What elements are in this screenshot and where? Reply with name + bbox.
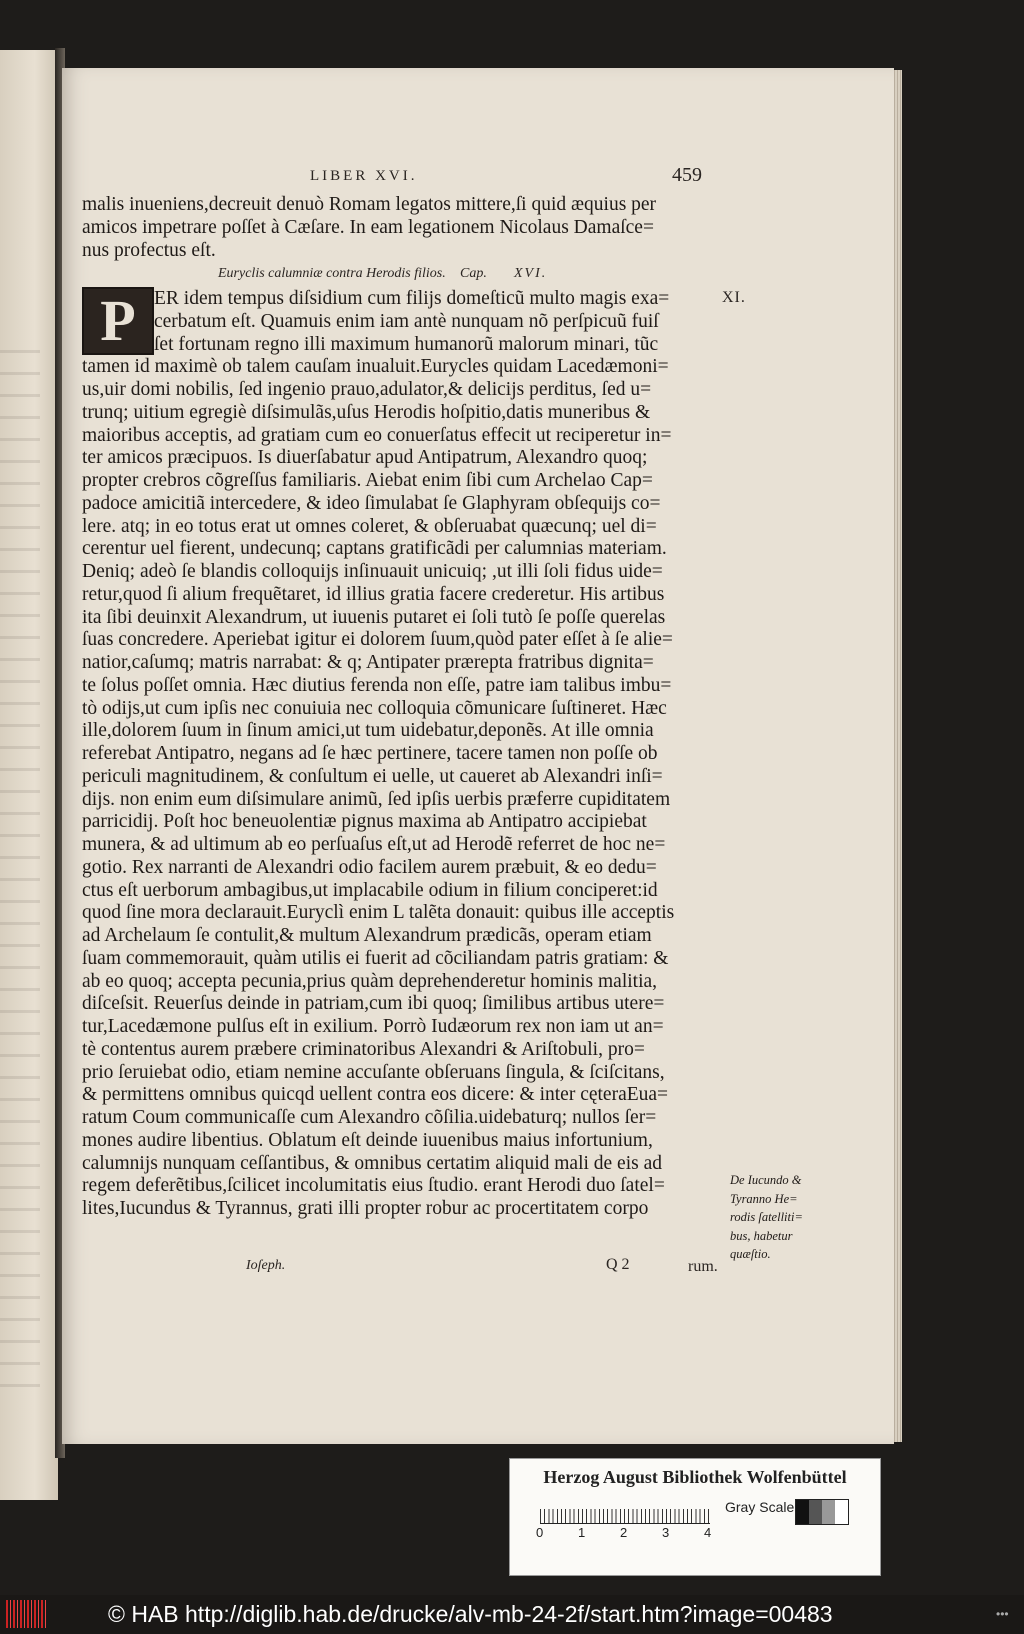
text-line: ratum Coum communicaſſe cum Alexandro cõſilia.uidebaturq; nullos ſer=	[82, 1107, 657, 1128]
scale-number: 1	[578, 1525, 586, 1540]
drop-cap-initial: P	[82, 287, 154, 355]
scale-ruler	[540, 1495, 710, 1524]
catchword: rum.	[688, 1258, 718, 1275]
chapter-cap-label: Cap.	[460, 266, 487, 281]
text-line: ſet fortunam regno illi maximum humanorũ malorum minari, tũc	[154, 333, 659, 355]
text-line: amicos impetrare poſſet à Cæſare. In eam legationem Nicolaus Damaſce=	[82, 217, 654, 238]
text-line: tè contentus aurem præbere criminatoribus Alexandri & Ariſtobuli, pro=	[82, 1038, 645, 1060]
running-title: LIBER XVI.	[310, 168, 418, 184]
text-line: nus profectus eſt.	[82, 240, 216, 261]
chapter-title: Euryclis calumniæ contra Herodis filios.	[218, 266, 446, 281]
text-line: & permittens omnibus quicqd uellent contra eos dicere: & inter cęteraEua=	[82, 1084, 669, 1106]
text-line: gotio. Rex narranti de Alexandri odio facilem aurem præbuit, & eo dedu=	[82, 856, 657, 878]
gray-swatch	[835, 1500, 848, 1524]
text-line: regem deferẽtibus,ſcilicet incolumitatis eius ſtudio. erant Herodi duo ſatel=	[82, 1175, 665, 1197]
page-number: 459	[672, 164, 702, 186]
gray-swatch	[809, 1500, 822, 1524]
text-line: cerentur uel fierent, undecunq; captans gratificãdi per calumnias materiam.	[82, 538, 667, 560]
text-line: calumnijs nunquam ceſſantibus, & omnibus certatim aliquid mali de eis ad	[82, 1152, 663, 1174]
text-line: tur,Lacedæmone pulſus eſt in exilium. Porrò Iudæorum rex non iam ut an=	[82, 1016, 664, 1037]
previous-page-text-bleed	[0, 350, 40, 1400]
scale-number: 0	[536, 1525, 544, 1540]
text-line: retur,quod ſi alium frequẽtaret, id illius gratia facere crederetur. His artibus	[82, 583, 665, 605]
text-line: ille,dolorem ſuum in ſinum amici,ut tum uidebatur,deponẽs. At ille omnia	[82, 720, 654, 742]
text-line: referebat Antipatro, negans ad ſe hæc pertinere, tacere tamen non poſſe ob	[82, 743, 658, 764]
chapter-number: XVI.	[514, 266, 548, 281]
text-line: quod ſine mora declarauit.Euryclì enim L talẽta donauit: quibus ille acceptis	[82, 902, 675, 924]
text-line: te ſolus poſſet omnia. Hæc diutius ferenda non eſſe, patre iam talibus imbu=	[82, 674, 672, 696]
previous-page-edge	[0, 50, 58, 1500]
text-line: parricidij. Poſt hoc beneuolentiæ pignus maxima ab Antipatro accipiebat	[82, 811, 647, 833]
text-line: us,uir domi nobilis, ſed ingenio prauo,adulator,& delicijs perditus, ſed u=	[82, 379, 652, 400]
margin-section-number: XI.	[722, 289, 746, 306]
text-line: ad Archelaum ſe contulit,& multum Alexandrum prædicãs, operam etiam	[82, 925, 652, 946]
text-line: munera, & ad ultimum ab eo perſuaſus eſt,ut ad Herodẽ referret de hoc ne=	[82, 834, 666, 855]
copyright-url[interactable]: © HAB http://diglib.hab.de/drucke/alv-mb-24-2f/start.htm?image=00483	[108, 1601, 833, 1627]
gray-swatch	[822, 1500, 835, 1524]
text-line: ita ſibi deuinxit Alexandrum, ut iuuenis putaret ei ſoli tutò ſe poſſe querelas	[82, 606, 666, 628]
viewer-footer	[0, 1595, 1024, 1634]
gray-scale-label: Gray Scale	[725, 1499, 795, 1515]
text-line: ctus eſt uerborum ambagibus,ut implacabile odium in filium conciperet:id	[82, 879, 658, 901]
text-line: tamen id maximè ob talem cauſam inualuit.Eurycles quidam Lacedæmoni=	[82, 356, 669, 378]
gray-scale-bar	[795, 1499, 849, 1525]
text-line: tò odijs,ut cum ipſis nec conuiuia nec colloquia cõmunicare ſuſtineret. Hæc	[82, 697, 667, 719]
text-line: ER idem tempus diſsidium cum filijs domeſticũ multo magis exa=	[154, 288, 670, 309]
text-line: malis inueniens,decreuit denuò Romam legatos mittere,ſi quid æquius per	[82, 194, 657, 215]
text-line: ſuas concredere. Aperiebat igitur ei dolorem ſuum,quòd pater eſſet à ſe alie=	[82, 629, 673, 651]
text-line: ſuam commemorauit, quàm utilis ei fuerit ad cõciliandam patris gratiam: &	[82, 947, 669, 969]
text-line: natior,caſumq; matris narrabat: & q; Antipater prærepta fratribus dignita=	[82, 652, 654, 673]
text-line: trunq; uitium egregiè diſsimulãs,uſus Herodis hoſpitio,datis muneribus &	[82, 401, 651, 423]
text-line: ab eo quoq; accepta pecunia,prius quàm deprehenderetur hominis malitia,	[82, 970, 658, 992]
text-line: padoce amicitiã intercedere, & ideo ſimulabat ſe Glaphyram obſequijs co=	[82, 492, 661, 514]
ellipsis-icon[interactable]: •••	[996, 1607, 1009, 1621]
text-line: lites,Iucundus & Tyrannus, grati illi propter robur ac procertitatem corpo	[82, 1198, 649, 1219]
gray-swatch	[796, 1500, 809, 1524]
text-line: maioribus acceptis, ad gratiam cum eo conuerſatus effecit ut reciperetur in=	[82, 424, 672, 446]
marginal-note: De Iucundo & Tyranno He= rodis ſatelliti= bus, habetur quæſtio.	[730, 1173, 803, 1261]
signature-note: Ioſeph.	[246, 1258, 286, 1273]
text-line: periculi magnitudinem, & conſultum ei uelle, ut caueret ab Alexandri inſi=	[82, 765, 663, 787]
text-line: ter amicos præcipuos. Is diuerſabatur apud Antipatrum, Alexandro quoq;	[82, 447, 648, 469]
text-line: diſceſsit. Reuerſus deinde in patriam,cum ibi quoq; ſimilibus artibus utere=	[82, 993, 665, 1015]
text-line: mones audire libentius. Oblatum eſt deinde iuuenibus maius infortunium,	[82, 1129, 653, 1151]
text-line: cerbatum eſt. Quamuis enim iam antè nunquam nõ perſpicuũ fuiſ	[154, 310, 659, 332]
text-line: prio ſeruiebat odio, etiam nemine accuſante obſeruans ſingula, & ſciſcitans,	[82, 1061, 665, 1083]
text-line: dijs. non enim eum diſsimulare animũ, ſed ipſis uerbis præferre cupiditatem	[82, 788, 671, 810]
text-line: propter crebros cõgreſſus familiaris. Aiebat enim ſibi cum Archelao Cap=	[82, 470, 653, 491]
text-line: Deniq; adeò ſe blandis colloquijs inſinuauit unicuiq; ,ut illi ſoli fidus uide=	[82, 561, 663, 582]
scale-number: 4	[704, 1525, 712, 1540]
hab-logo-icon[interactable]	[6, 1600, 46, 1628]
library-color-card	[509, 1458, 881, 1576]
library-name: Herzog August Bibliothek Wolfenbüttel	[543, 1467, 847, 1487]
signature-mark: Q 2	[606, 1256, 630, 1273]
scale-number: 2	[620, 1525, 628, 1540]
scale-number: 3	[662, 1525, 670, 1540]
text-line: lere. atq; in eo totus erat ut omnes coleret, & obſeruabat quæcunq; uel di=	[82, 515, 657, 537]
